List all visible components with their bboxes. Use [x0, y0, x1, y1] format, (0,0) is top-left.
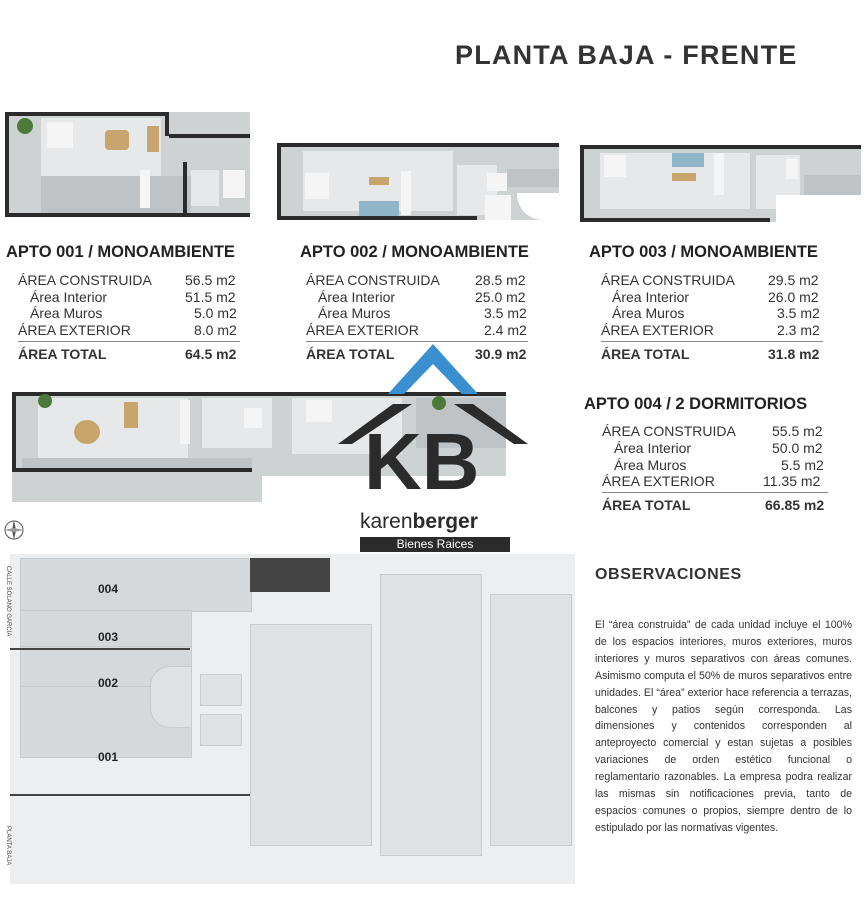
unit-004-label-muros: Área Muros	[614, 457, 687, 473]
unit-004-label-total: ÁREA TOTAL	[602, 497, 691, 513]
unit-002-value-construida: 28.5 m2	[475, 272, 526, 288]
unit-002-label-interior: Área Interior	[318, 289, 396, 305]
unit-003-value-total: 31.8 m2	[768, 346, 820, 362]
planta-baja-side-label: PLANTA BAJA	[5, 826, 11, 866]
logo-name-light: karen	[360, 510, 413, 533]
unit-003-divider	[601, 341, 823, 342]
site-label-001: 001	[98, 750, 119, 764]
unit-002-value-interior: 25.0 m2	[475, 289, 526, 305]
unit-003-label-interior: Área Interior	[612, 289, 690, 305]
unit-003-label-muros: Área Muros	[612, 305, 685, 321]
observations-heading: OBSERVACIONES	[595, 566, 742, 583]
unit-004-divider	[602, 492, 828, 493]
unit-001-value-interior: 51.5 m2	[185, 289, 236, 305]
unit-004-value-construida: 55.5 m2	[772, 423, 823, 439]
unit-003-label-exterior: ÁREA EXTERIOR	[601, 322, 714, 338]
unit-001-label-muros: Área Muros	[30, 305, 103, 321]
unit-004-label-construida: ÁREA CONSTRUIDA	[602, 423, 736, 439]
unit-003-value-muros: 3.5 m2	[777, 305, 820, 321]
unit-001-divider	[18, 341, 240, 342]
unit-001-label-interior: Área Interior	[30, 289, 108, 305]
unit-004-label-exterior: ÁREA EXTERIOR	[602, 473, 715, 489]
page-title: PLANTA BAJA - FRENTE	[455, 40, 798, 70]
site-label-002: 002	[98, 676, 119, 690]
unit-002-value-muros: 3.5 m2	[484, 305, 527, 321]
unit-004-value-muros: 5.5 m2	[781, 457, 824, 473]
unit-002-label-exterior: ÁREA EXTERIOR	[306, 322, 419, 338]
floor-plan-apto-001	[5, 112, 250, 217]
unit-001-value-construida: 56.5 m2	[185, 272, 236, 288]
unit-heading-003: APTO 003 / MONOAMBIENTE	[589, 243, 818, 261]
unit-003-value-construida: 29.5 m2	[768, 272, 819, 288]
unit-004-value-total: 66.85 m2	[765, 497, 825, 513]
unit-003-label-construida: ÁREA CONSTRUIDA	[601, 272, 735, 288]
unit-002-value-exterior: 2.4 m2	[484, 322, 527, 338]
floor-plan-apto-003	[580, 145, 861, 222]
unit-001-label-construida: ÁREA CONSTRUIDA	[18, 272, 152, 288]
unit-001-label-total: ÁREA TOTAL	[18, 346, 107, 362]
unit-002-label-construida: ÁREA CONSTRUIDA	[306, 272, 440, 288]
unit-002-divider	[306, 341, 528, 342]
site-label-004: 004	[98, 582, 119, 596]
karen-berger-logo	[338, 344, 528, 554]
compass-icon	[2, 518, 26, 542]
observations-text: El “área construida” de cada unidad incluye el 100% de los espacios interiores, muros exteriores, muros interiores y muros separativos con áreas comunes. Asimismo computa el 50% de muros separativos entre unidades. El “área” exterior hace referencia a terrazas, balcones y patios según corresponda. Las dimensiones y contenidos corresponden al anteproyecto comercial y estan sujetas a posibles variaciones de orden estético funcional o reglamentario razonables. La empresa podra realizar las mismas sin notificaciones previa, tanto de espacios comunes o propios, siempre dentro de lo estipulado por las normativas vigentes.	[595, 619, 852, 834]
unit-004-value-exterior: 11.35 m2	[763, 473, 821, 489]
unit-002-value-total: 30.9 m2	[475, 346, 527, 362]
unit-002-label-muros: Área Muros	[318, 305, 391, 321]
unit-002-label-total: ÁREA TOTAL	[306, 346, 395, 362]
site-plan	[10, 554, 575, 884]
unit-001-value-total: 64.5 m2	[185, 346, 237, 362]
logo-tagline: Bienes Raices	[360, 537, 510, 552]
logo-name-bold: berger	[412, 510, 478, 533]
unit-001-value-exterior: 8.0 m2	[194, 322, 237, 338]
unit-003-value-exterior: 2.3 m2	[777, 322, 820, 338]
site-label-003: 003	[98, 630, 119, 644]
unit-003-value-interior: 26.0 m2	[768, 289, 819, 305]
street-label: CALLE SOLANO GARCIA	[5, 566, 11, 637]
unit-004-value-interior: 50.0 m2	[772, 440, 823, 456]
unit-001-value-muros: 5.0 m2	[194, 305, 237, 321]
unit-heading-002: APTO 002 / MONOAMBIENTE	[300, 243, 529, 261]
logo-letter-k: KB	[364, 417, 480, 506]
logo-wordmark	[360, 510, 478, 534]
unit-001-label-exterior: ÁREA EXTERIOR	[18, 322, 131, 338]
unit-003-label-total: ÁREA TOTAL	[601, 346, 690, 362]
unit-heading-004: APTO 004 / 2 DORMITORIOS	[584, 395, 808, 413]
floor-plan-apto-002	[277, 143, 559, 220]
unit-heading-001: APTO 001 / MONOAMBIENTE	[6, 243, 235, 261]
unit-004-label-interior: Área Interior	[614, 440, 692, 456]
